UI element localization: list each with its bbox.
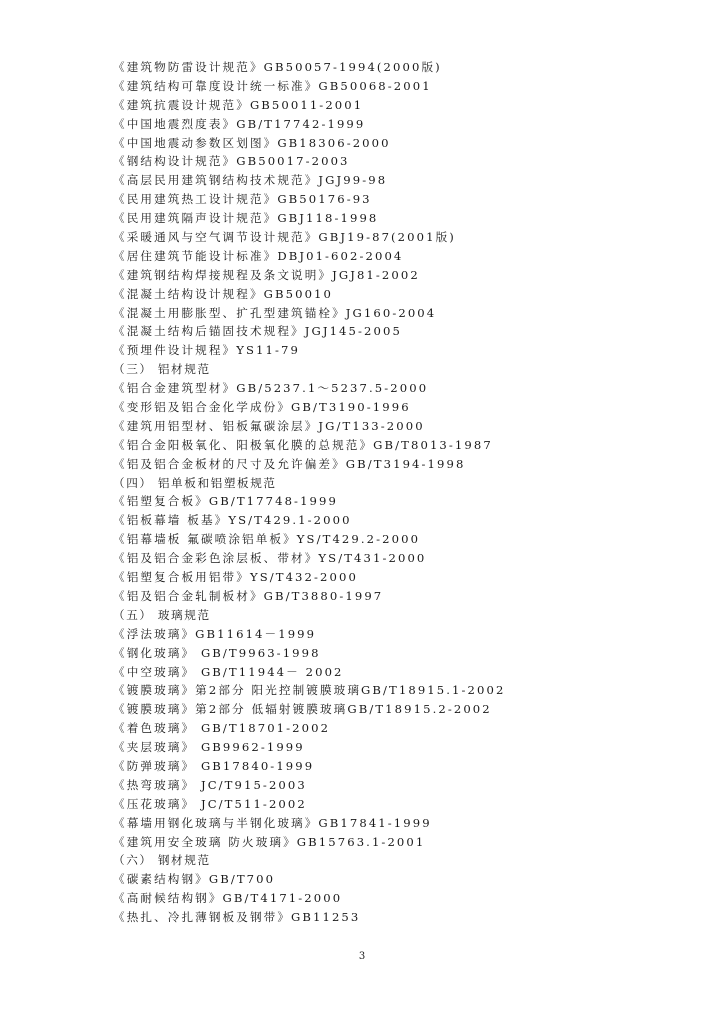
standard-entry: 《热扎、冷扎薄钢板及钢带》GB11253 (113, 910, 361, 925)
section-heading: （四） 铝单板和铝塑板规范 (113, 475, 277, 490)
standard-entry: 《热弯玻璃》 JC/T915-2003 (113, 777, 307, 792)
standard-entry: 《建筑结构可靠度设计统一标准》GB50068-2001 (113, 78, 432, 93)
section-heading: （五） 玻璃规范 (113, 607, 211, 622)
standard-entry: 《镀膜玻璃》第2部分 低辐射镀膜玻璃GB/T18915.2-2002 (113, 702, 492, 717)
standard-entry: 《建筑物防雷设计规范》GB50057-1994(2000版) (113, 60, 442, 74)
standard-entry: 《混凝土用膨胀型、扩孔型建筑锚栓》JG160-2004 (113, 305, 437, 320)
standard-entry: 《防弹玻璃》 GB17840-1999 (113, 758, 315, 773)
standard-entry: 《预埋件设计规程》YS11-79 (113, 343, 300, 358)
standard-entry: 《着色玻璃》 GB/T18701-2002 (113, 721, 331, 736)
standard-entry: 《采暖通风与空气调节设计规范》GBJ19-87(2001版) (113, 230, 456, 245)
standard-entry: 《建筑用铝型材、铝板氟碳涂层》JG/T133-2000 (113, 418, 425, 433)
page-number: 3 (358, 951, 366, 962)
standard-entry: 《中空玻璃》 GB/T11944－ 2002 (113, 664, 344, 679)
standard-entry: 《高层民用建筑钢结构技术规范》JGJ99-98 (113, 173, 388, 188)
standard-entry: 《居住建筑节能设计标准》DBJ01-602-2004 (113, 248, 404, 263)
standards-list (113, 58, 713, 927)
standard-entry: 《铝塑复合板用铝带》YS/T432-2000 (113, 570, 358, 585)
standard-entry: 《浮法玻璃》GB11614－1999 (113, 626, 317, 641)
standard-entry: 《铝及铝合金彩色涂层板、带材》YS/T431-2000 (113, 551, 427, 566)
standard-entry: 《镀膜玻璃》第2部分 阳光控制镀膜玻璃GB/T18915.1-2002 (113, 683, 506, 698)
standard-entry: 《铝合金阳极氧化、阳极氧化膜的总规范》GB/T8013-1987 (113, 437, 493, 452)
standard-entry: 《铝幕墙板 氟碳喷涂铝单板》YS/T429.2-2000 (113, 532, 421, 547)
standard-entry: 《高耐候结构钢》GB/T4171-2000 (113, 891, 343, 906)
standard-entry: 《夹层玻璃》 GB9962-1999 (113, 740, 305, 755)
standard-entry: 《钢化玻璃》 GB/T9963-1998 (113, 645, 321, 660)
standard-entry: 《民用建筑隔声设计规范》GBJ118-1998 (113, 211, 379, 226)
standard-entry: 《压花玻璃》 JC/T511-2002 (113, 796, 307, 811)
standard-entry: 《建筑钢结构焊接规程及条文说明》JGJ81-2002 (113, 267, 420, 282)
section-heading: （三） 铝材规范 (113, 362, 211, 377)
standard-entry: 《钢结构设计规范》GB50017-2003 (113, 154, 350, 169)
standard-entry: 《混凝土结构设计规程》GB50010 (113, 286, 333, 301)
standard-entry: 《中国地震烈度表》GB/T17742-1999 (113, 116, 366, 131)
standard-entry: 《铝合金建筑型材》GB/5237.1～5237.5-2000 (113, 381, 429, 396)
section-heading: （六） 钢材规范 (113, 853, 211, 868)
standard-entry: 《变形铝及铝合金化学成份》GB/T3190-1996 (113, 400, 411, 415)
standard-entry: 《碳素结构钢》GB/T700 (113, 872, 276, 887)
standard-entry: 《混凝土结构后锚固技术规程》JGJ145-2005 (113, 324, 402, 339)
standard-entry: 《铝及铝合金轧制板材》GB/T3880-1997 (113, 588, 384, 603)
standard-entry: 《民用建筑热工设计规范》GB50176-93 (113, 192, 372, 207)
standard-entry: 《建筑用安全玻璃 防火玻璃》GB15763.1-2001 (113, 834, 426, 849)
standard-entry: 《铝塑复合板》GB/T17748-1999 (113, 494, 338, 509)
standard-entry: 《铝板幕墙 板基》YS/T429.1-2000 (113, 513, 352, 528)
standard-entry: 《铝及铝合金板材的尺寸及允许偏差》GB/T3194-1998 (113, 456, 466, 471)
standard-entry: 《建筑抗震设计规范》GB50011-2001 (113, 97, 364, 112)
standard-entry: 《中国地震动参数区划图》GB18306-2000 (113, 135, 391, 150)
standard-entry: 《幕墙用钢化玻璃与半钢化玻璃》GB17841-1999 (113, 815, 432, 830)
